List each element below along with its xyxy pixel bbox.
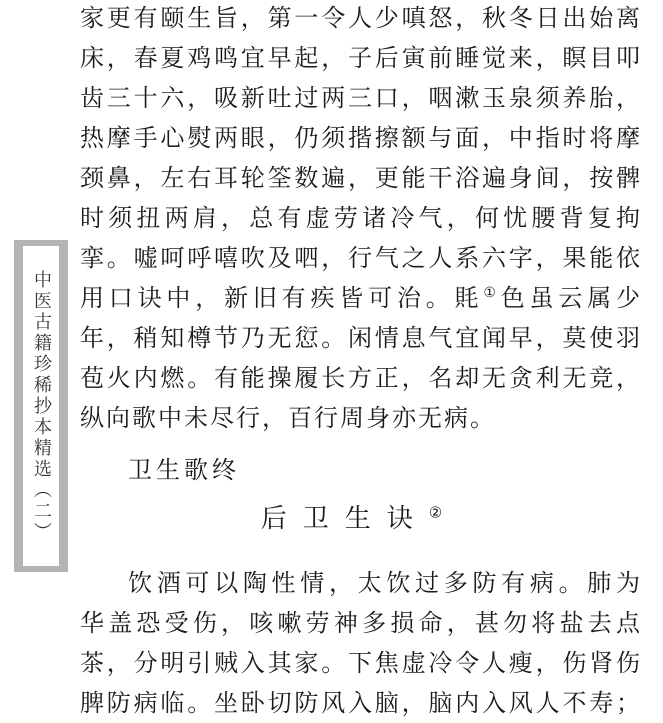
- text-line: 颈鼻，左右耳轮筌数遍，更能干浴遍身间，按髀: [80, 164, 640, 192]
- annotated-character: 㲘: [454, 284, 484, 312]
- text-line: 床，春夏鸡鸣宜早起，子后寅前睡觉来，瞑目叩: [80, 44, 640, 72]
- series-title: 中医古籍珍稀抄本精选（二）: [31, 269, 52, 543]
- text-line: 茶，分明引贼入其家。下焦虚冷令人瘦，伤肾伤: [80, 649, 640, 677]
- text-line: 华盖恐受伤，咳嗽劳神多损命，甚勿将盐去点: [80, 609, 640, 637]
- section-heading-text: 后卫生诀: [260, 504, 429, 534]
- text-line: 脾防病临。坐卧切防风入脑，脑内入风人不寿；: [80, 689, 640, 717]
- footnote-marker: ②: [428, 503, 443, 522]
- text-line: 纵向歌中未尽行，百行周身亦无病。: [80, 404, 496, 432]
- footnote-marker: ①: [483, 285, 501, 301]
- text-line: 年，稍知樽节乃无愆。闲情息气宜闻早，莫使羽: [80, 324, 640, 352]
- bottom-paragraph: [80, 563, 640, 723]
- top-paragraph: [80, 0, 640, 438]
- section-heading: [0, 497, 663, 541]
- text-line: 热摩手心熨两眼，仍须揩擦额与面，中指时将摩: [80, 124, 640, 152]
- text-segment: 用口诀中，新旧有疾皆可治。: [80, 284, 455, 312]
- end-note: 卫生歌终: [128, 456, 240, 484]
- text-line: 饮酒可以陶性情，太饮过多防有病。肺为: [128, 569, 640, 597]
- text-segment: 色虽云属少: [500, 284, 640, 312]
- text-line-with-footnote: [80, 278, 640, 318]
- text-line: 家更有颐生旨，第一令人少嗔怒，秋冬日出始离: [80, 4, 640, 32]
- text-line: 苞火内燃。有能操履长方正，名却无贪利无竞，: [80, 364, 640, 392]
- text-line: 挛。嘘呵呼嘻吹及呬，行气之人系六字，果能依: [80, 244, 640, 272]
- text-line: 时须扭两肩，总有虚劳诸冷气，何忧腰背复拘: [80, 204, 640, 232]
- text-line: 齿三十六，吸新吐过两三口，咽漱玉泉须养胎，: [80, 84, 640, 112]
